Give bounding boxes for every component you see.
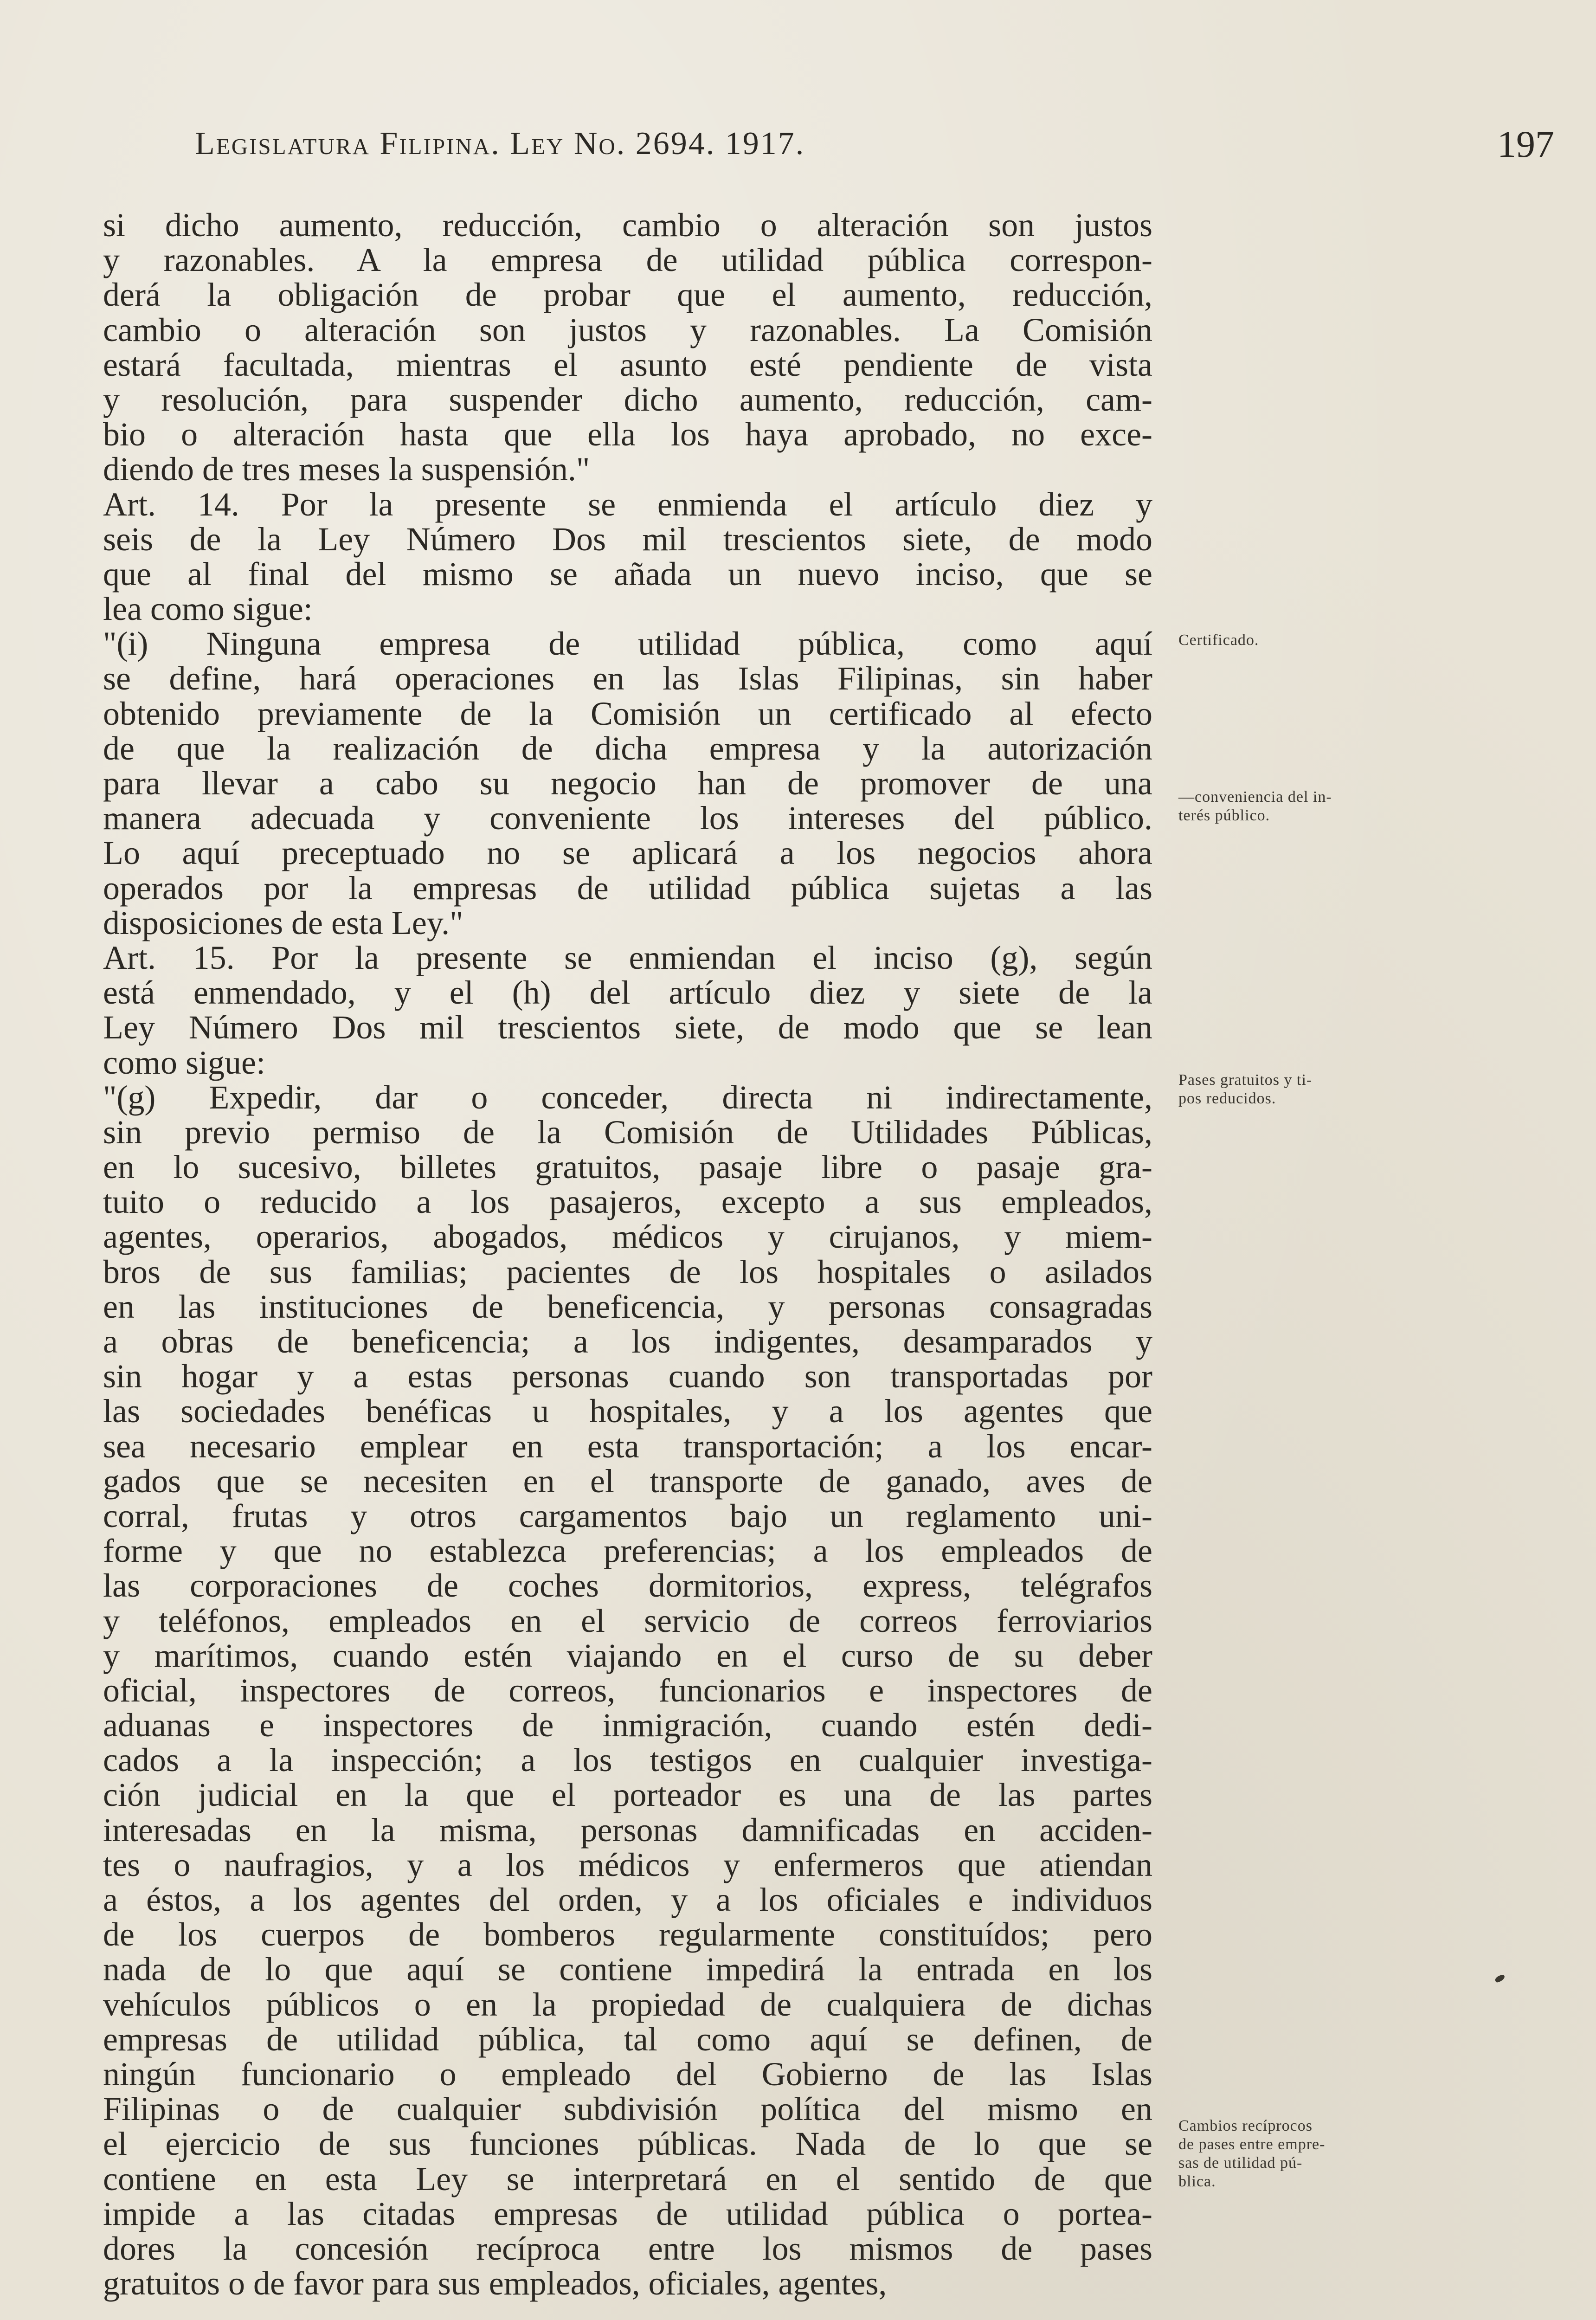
text-line: contiene en esta Ley se interpretará en el sentido de que [103,2160,1152,2198]
body-text [103,208,1152,2301]
text-line: aduanas e inspectores de inmigración, cuando estén dedi- [103,1707,1152,1744]
margin-note-line: Pases gratuitos y ti- [1178,1071,1313,1089]
text-line: y teléfonos, empleados en el servicio de correos ferroviarios [103,1602,1152,1639]
text-line: si dicho aumento, reducción, cambio o alteración son justos [103,206,1152,244]
text-line: corral, frutas y otros cargamentos bajo un reglamento uni- [103,1497,1152,1534]
text-line: Filipinas o de cualquier subdivisión política del mismo en [103,2090,1152,2128]
text-line: y resolución, para suspender dicho aumento, reducción, cam- [103,380,1152,418]
text-line: derá la obligación de probar que el aumento, reducción, [103,276,1152,314]
text-line: seis de la Ley Número Dos mil trescientos siete, de modo [103,520,1152,558]
text-line: Ley Número Dos mil trescientos siete, de modo que se lean [103,1009,1152,1046]
text-line: Art. 14. Por la presente se enmienda el artículo diez y [103,485,1152,523]
margin-note-line: Certificado. [1178,632,1259,649]
page-number: 197 [1497,123,1554,165]
text-line: diendo de tres meses la suspensión." [103,451,590,488]
text-line: el ejercicio de sus funciones públicas. Nada de lo que se [103,2125,1152,2163]
margin-note-line: Cambios recíprocos [1178,2117,1313,2134]
running-head: Legislatura Filipina. Ley No. 2694. 1917. [195,126,805,161]
text-line: Lo aquí preceptuado no se aplicará a los negocios ahora [103,834,1152,872]
text-line: a éstos, a los agentes del orden, y a los oficiales e individuos [103,1881,1152,1918]
text-line: tuito o reducido a los pasajeros, excepto a sus empleados, [103,1183,1152,1221]
text-line: bros de sus familias; pacientes de los hospitales o asilados [103,1253,1152,1290]
text-line: obtenido previamente de la Comisión un certificado al efecto [103,695,1152,732]
margin-note-line: sas de utilidad pú- [1178,2154,1303,2172]
text-line: cados a la inspección; a los testigos en cualquier investiga- [103,1741,1152,1779]
text-line: gados que se necesiten en el transporte de ganado, aves de [103,1462,1152,1500]
text-line: está enmendado, y el (h) del artículo diez y siete de la [103,974,1152,1012]
margin-note-line: pos reducidos. [1178,1090,1276,1107]
text-line: bio o alteración hasta que ella los haya aprobado, no exce- [103,416,1152,453]
text-line: tes o naufragios, y a los médicos y enfermeros que atiendan [103,1846,1152,1883]
text-line: disposiciones de esta Ley." [103,904,463,941]
text-line: forme y que no establezca preferencias; a los empleados de [103,1532,1152,1570]
text-line: sin previo permiso de la Comisión de Utilidades Públicas, [103,1113,1152,1151]
text-line: de que la realización de dicha empresa y la autorización [103,729,1152,767]
text-line: nada de lo que aquí se contiene impedirá la entrada en los [103,1951,1152,1988]
text-line: dores la concesión recíproca entre los mismos de pases [103,2230,1152,2267]
text-line: "(i) Ninguna empresa de utilidad pública, como aquí [103,625,1152,663]
text-line: ción judicial en la que el porteador es una de las partes [103,1776,1152,1814]
text-line: "(g) Expedir, dar o conceder, directa ni indirectamente, [103,1078,1152,1116]
text-line: cambio o alteración son justos y razonables. La Comisión [103,311,1152,348]
text-line: como sigue: [103,1044,265,1081]
text-line: de los cuerpos de bomberos regularmente constituídos; pero [103,1916,1152,1953]
text-line: en las instituciones de beneficencia, y personas consagradas [103,1288,1152,1325]
margin-note-conveniencia [1178,788,1438,825]
text-line: sea necesario emplear en esta transportación; a los encar- [103,1427,1152,1465]
text-line: a obras de beneficencia; a los indigentes, desamparados y [103,1323,1152,1360]
text-line: oficial, inspectores de correos, funcionarios e inspectores de [103,1671,1152,1709]
text-line: agentes, operarios, abogados, médicos y cirujanos, y miem- [103,1218,1152,1256]
text-line: las sociedades benéficas u hospitales, y a los agentes que [103,1392,1152,1430]
ink-speck [1494,1974,1506,1983]
text-line: y marítimos, cuando estén viajando en el curso de su deber [103,1637,1152,1674]
text-line: que al final del mismo se añada un nuevo inciso, que se [103,555,1152,593]
text-line: Art. 15. Por la presente se enmiendan el inciso (g), según [103,939,1152,976]
text-line: interesadas en la misma, personas damnificadas en acciden- [103,1811,1152,1849]
margin-note-line: terés público. [1178,807,1270,824]
text-line: manera adecuada y conveniente los intereses del público. [103,799,1152,837]
margin-note-line: blica. [1178,2173,1216,2190]
text-line: ningún funcionario o empleado del Gobierno de las Islas [103,2055,1152,2093]
margin-note-pases-gratuitos [1178,1071,1438,1108]
margin-notes [1178,0,1438,2320]
text-line: estará facultada, mientras el asunto esté pendiente de vista [103,346,1152,383]
margin-note-line: —conveniencia del in- [1178,788,1332,806]
text-line: gratuitos o de favor para sus empleados, oficiales, agentes, [103,2265,887,2302]
text-line: vehículos públicos o en la propiedad de cualquiera de dichas [103,1985,1152,2023]
text-line: las corporaciones de coches dormitorios, express, telégrafos [103,1567,1152,1605]
text-line: en lo sucesivo, billetes gratuitos, pasaje libre o pasaje gra- [103,1148,1152,1186]
text-line: impide a las citadas empresas de utilidad pública o portea- [103,2195,1152,2232]
text-line: para llevar a cabo su negocio han de promover de una [103,765,1152,802]
margin-note-line: de pases entre empre- [1178,2136,1326,2153]
text-line: se define, hará operaciones en las Islas Filipinas, sin haber [103,660,1152,697]
text-line: lea como sigue: [103,590,313,628]
text-line: empresas de utilidad pública, tal como aquí se definen, de [103,2020,1152,2058]
text-line: operados por la empresas de utilidad pública sujetas a las [103,869,1152,907]
text-line: y razonables. A la empresa de utilidad pública correspon- [103,241,1152,279]
text-line: sin hogar y a estas personas cuando son transportadas por [103,1358,1152,1395]
margin-note-cambios-reciprocos [1178,2117,1438,2191]
margin-note-certificado [1178,631,1438,650]
